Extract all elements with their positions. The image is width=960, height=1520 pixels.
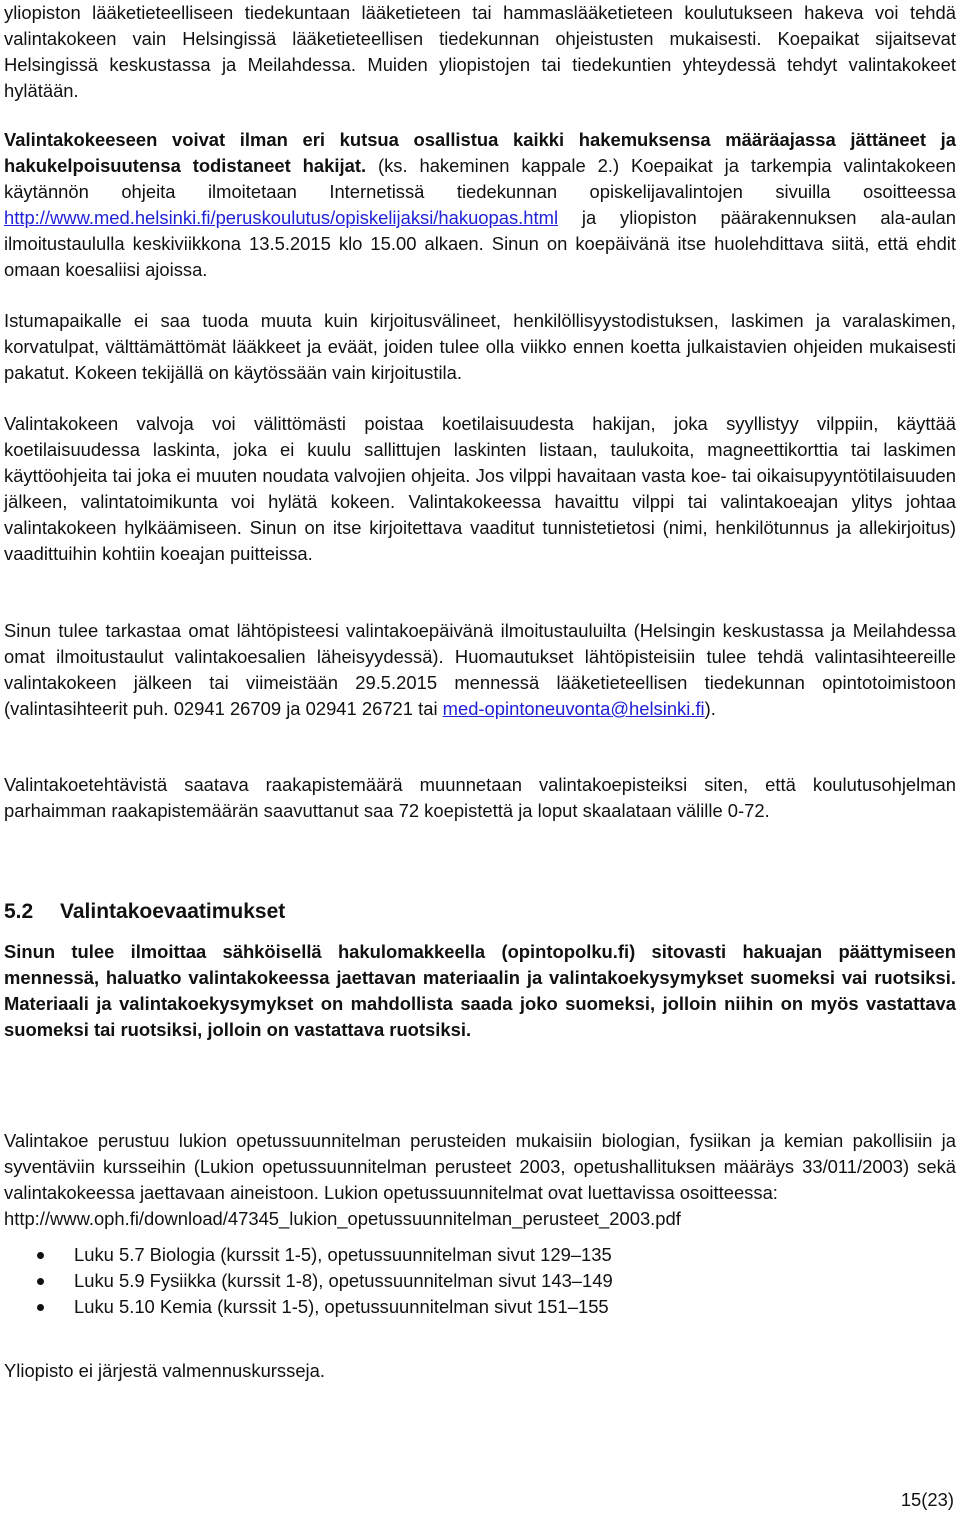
hakuopas-link[interactable]: http://www.med.helsinki.fi/peruskoulutus/opiskelijaksi/hakuopas.html: [4, 207, 559, 228]
basis-text: Valintakoe perustuu lukion opetussuunnitelman perusteiden mukaisiin biologian, fysiikan ja kemian pakollisiin ja syventäviin kursseihin (Lukion opetussuunnitelman perusteet 2003, opetushallituksen määräys 33/011/2003) sekä valintakokeessa jaettavaan aineistoon. Lukion opetussuunnitelmat ovat luettavissa osoitteessa:: [4, 1130, 956, 1203]
paragraph-courses: Yliopisto ei järjestä valmennuskursseja.: [4, 1360, 325, 1381]
eligibility-text-after: ja yliopiston päärakennuksen ala-aulan ilmoitustaululla keskiviikkona 13.5.2015 klo 15.00 alkaen. Sinun on koepäivänä itse huolehdittava siitä, että ehdit omaan koesaliisi ajoissa.: [4, 207, 956, 280]
bullet-icon: [37, 1252, 44, 1259]
paragraph-scaling: Valintakoetehtävistä saatava raakapistemäärä muunnetaan valintakoepisteiksi siten, että koulutusohjelman parhaimman raakapistemäärän saavuttanut saa 72 koepistettä ja loput skaalataan välille 0-72.: [4, 774, 956, 821]
bullet-icon: [37, 1278, 44, 1285]
paragraph-eligibility: [4, 127, 956, 283]
section-title: Valintakoevaatimukset: [60, 900, 286, 923]
curriculum-url: http://www.oph.fi/download/47345_lukion_opetussuunnitelman_perusteet_2003.pdf: [4, 1208, 681, 1229]
paragraph-intro: yliopiston lääketieteelliseen tiedekuntaan lääketieteen tai hammaslääketieteen koulutukseen hakeva voi tehdä valintakokeen vain Helsingissä lääketieteellisen tiedekunnan ohjeistusten mukaisesti. Koepaikat sijaitsevat Helsingissä keskustassa ja Meilahdessa. Muiden yliopistojen tai tiedekuntien yhteydessä tehdyt valintakokeet hylätään.: [4, 2, 956, 101]
email-link[interactable]: med-opintoneuvonta@helsinki.fi: [442, 698, 705, 719]
section-heading: [4, 899, 285, 925]
list-item: Luku 5.9 Fysiikka (kurssit 1-8), opetussuunnitelman sivut 143–149: [4, 1268, 956, 1294]
bullet-icon: [37, 1304, 44, 1311]
eligibility-bold-text: Valintakokeeseen voivat ilman eri kutsua osallistua kaikki hakemuksensa määräajassa jättäneet ja hakukelpoisuutensa todistaneet hakijat.: [4, 129, 956, 176]
syllabus-list: [4, 1242, 956, 1320]
paragraph-language: Sinun tulee ilmoittaa sähköisellä hakulomakkeella (opintopolku.fi) sitovasti hakuajan päättymiseen mennessä, haluatko valintakokeessa jaettavan materiaalin ja valintakoekysymykset suomeksi vai ruotsiksi. Materiaali ja valintakoekysymykset on mahdollista saada joko suomeksi, jolloin niihin on myös vastattava suomeksi tai ruotsiksi, jolloin on vastattava ruotsiksi.: [4, 941, 956, 1040]
paragraph-supervisor: Valintakokeen valvoja voi välittömästi poistaa koetilaisuudesta hakijan, joka syyllistyy vilppiin, käyttää koetilaisuudessa laskinta, joka ei kuulu sallittujen laskinten listaan, taulukoita, magneettikorttia tai laskimen käyttöohjeita tai joka ei muuten noudata valvojien ohjeita. Jos vilppi havaitaan vasta koe- tai oikaisupyyntötilaisuuden jälkeen, valintatoimikunta voi hylätä kokeen. Valintakokeessa havaittu vilppi tai valintakoeajan ylitys johtaa valintakokeen hylkäämiseen. Sinun on itse kirjoitettava vaaditut tunnistetietosi (nimi, henkilötunnus ja allekirjoitus) vaadittuihin kohtiin koeajan puitteissa.: [4, 413, 956, 564]
list-item: Luku 5.7 Biologia (kurssit 1-5), opetussuunnitelman sivut 129–135: [4, 1242, 956, 1268]
list-item: Luku 5.10 Kemia (kurssit 1-5), opetussuunnitelman sivut 151–155: [4, 1294, 956, 1320]
section-number: 5.2: [4, 900, 34, 923]
paragraph-starting-points: [4, 618, 956, 722]
page-number: 15(23): [900, 1489, 954, 1510]
paragraph-seat-rules: Istumapaikalle ei saa tuoda muuta kuin kirjoitusvälineet, henkilöllisyystodistuksen, laskimen ja varalaskimen, korvatulpat, välttämättömät lääkkeet ja eväät, joiden tulee olla viikko ennen koetta julkaistavien ohjeiden mukaisesti pakatut. Kokeen tekijällä on käytössään vain kirjoitustila.: [4, 310, 956, 383]
paragraph-basis: [4, 1128, 956, 1232]
starting-points-text-after: ).: [704, 698, 716, 719]
eligibility-text: (ks. hakeminen kappale 2.) Koepaikat ja tarkempia valintakokeen käytännön ohjeita ilmoitetaan Internetissä tiedekunnan opiskelijavalintojen sivuilla osoitteessa: [4, 155, 956, 202]
starting-points-text: Sinun tulee tarkastaa omat lähtöpisteesi valintakoepäivänä ilmoitustauluilta (Helsingin keskustassa ja Meilahdessa omat ilmoitustaulut valintakoesalien läheisyydessä). Huomautukset lähtöpisteisiin tulee tehdä valintasihteereille valintakokeen jälkeen tai viimeistään 29.5.2015 mennessä lääketieteellisen tiedekunnan opintotoimistoon (valintasihteerit puh. 02941 26709 ja 02941 26721 tai: [4, 620, 956, 719]
